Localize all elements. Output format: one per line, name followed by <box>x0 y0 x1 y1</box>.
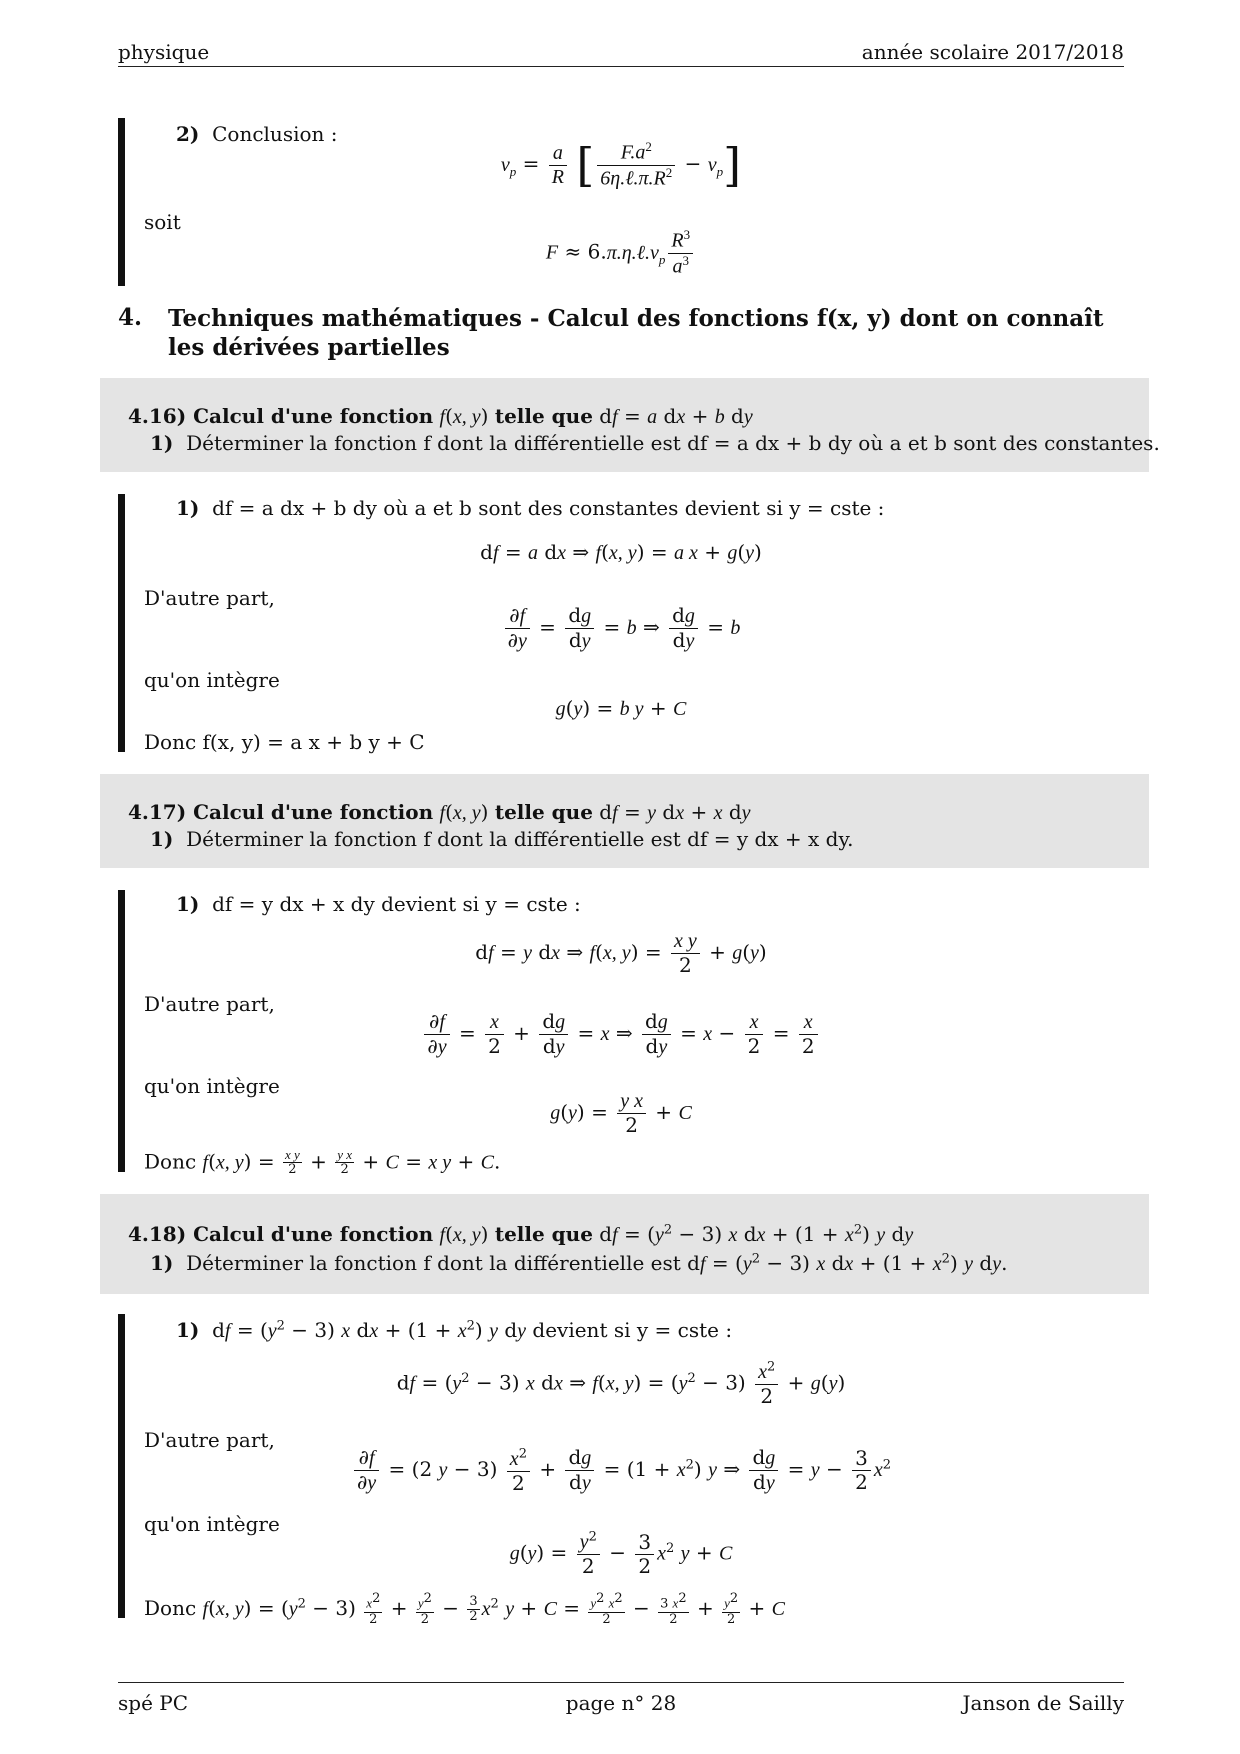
exercise-4-16-question: 1) Déterminer la fonction f dont la différentielle est df = a dx + b dy où a et b sont des constantes. <box>150 431 1160 455</box>
exercise-4-18-question: 1) Déterminer la fonction f dont la différentielle est df = $(y^2 - 3)$ x dx + $(1 + x^2)$ y dy. <box>150 1251 1008 1275</box>
quon-text: qu'on intègre <box>144 1074 280 1098</box>
equation-18-c: g(y) = $\frac{y^2}{2}$ − $\frac{3}{2}$ $x^2$ y + C <box>509 1529 733 1578</box>
answer-4-18-line1: 1) df = $(y^2 - 3)$ x dx + $(1 + x^2)$ y dy devient si y = cste : <box>176 1318 733 1342</box>
answer-4-17-line1: 1) df = y dx + x dy devient si y = cste : <box>176 892 581 916</box>
quon-text: qu'on intègre <box>144 1512 280 1536</box>
soit-text: soit <box>144 210 181 234</box>
equation-16-c: g(y) = b y + C <box>555 696 687 720</box>
donc-16: Donc f(x, y) = a x + b y + C <box>144 730 425 754</box>
exercise-4-17-question: 1) Déterminer la fonction f dont la différentielle est df = y dx + x dy. <box>150 827 854 851</box>
equation-16-b: $\frac{\partial f}{\partial y}$ = $\frac{dg}{dy}$ = b ⇒ $\frac{dg}{dy}$ = b <box>118 604 1124 653</box>
equation-18-b: $\frac{\partial f}{\partial y}$ = (2 y − 3) $\frac{x^2}{2}$ + $\frac{dg}{dy}$ = $(1 + x^2)$ y ⇒ $\frac{dg}{dy}$ = y − $\frac{3}{2}$ $x^2$ <box>118 1446 1124 1495</box>
header-year: année scolaire 2017/2018 <box>861 40 1124 64</box>
conclusion-line: 2) Conclusion : <box>176 122 338 146</box>
donc-18: Donc f(x, $y) = (y^2 - 3)$ $\frac{x^2}{2}$ + $\frac{y^2}{2}$ − $\frac{3}{2}$ $x^2$ y + C = $\frac{y^2 x^2}{2}$ − $\frac{3 x^2}{2}$ + $\frac{y^2}{2}$ + C <box>144 1591 785 1627</box>
header-subject: physique <box>118 40 210 64</box>
exercise-4-18-title: 4.18) Calcul d'une fonction f(x, y) telle que df = $(y^2 - 3)$ x dx + $(1 + x^2)$ y dy <box>128 1222 914 1246</box>
equation-16-a: df = a dx ⇒ f(x, y) = a x + g(y) <box>480 540 762 564</box>
equation-F: $F \approx 6.\pi.\eta.\ell.v_p$ $\frac{R^3}{a^3}$ <box>118 228 1124 278</box>
footer-page: page n° 28 <box>565 1691 677 1715</box>
equation-17-b: $\frac{\partial f}{\partial y}$ = $\frac{x}{2}$ + $\frac{dg}{dy}$ = x ⇒ $\frac{dg}{dy}$ = x − $\frac{x}{2}$ = $\frac{x}{2}$ <box>118 1010 1124 1059</box>
answer-4-16-line1: 1) df = a dx + b dy où a et b sont des constantes devient si y = cste : <box>176 496 885 520</box>
quon-text: qu'on intègre <box>144 668 280 692</box>
exercise-4-16-title: 4.16) Calcul d'une fonction f(x, y) telle que df = a dx + b dy <box>128 404 753 428</box>
equation-17-a: df = y dx ⇒ f(x, y) = $\frac{\text{x y}}{2}$ + g(y) <box>475 930 767 977</box>
dautre-text: D'autre part, <box>144 992 275 1016</box>
donc-17: Donc f(x, y) = $\frac{\text{x y}}{2}$ + $\frac{\text{y x}}{2}$ + C = x y + C. <box>144 1147 501 1178</box>
section-number: 4. <box>118 304 143 331</box>
equation-vp: $v_p$ = $\frac{a}{R}$ [ $\frac{F.a^2}{6\eta.\ell.\pi.R^2}$ − $v_p$] <box>500 138 742 193</box>
page-footer <box>118 1682 1124 1715</box>
dautre-text: D'autre part, <box>144 1428 275 1452</box>
footer-class: spé PC <box>118 1691 189 1715</box>
footer-school: Janson de Sailly <box>962 1691 1124 1715</box>
page-header <box>118 38 1124 67</box>
section-title: Techniques mathématiques - Calcul des fonctions f(x, y) dont on connaît les dérivées partielles <box>168 305 1104 361</box>
exercise-4-17-title: 4.17) Calcul d'une fonction f(x, y) telle que df = y dx + x dy <box>128 800 751 824</box>
dautre-text: D'autre part, <box>144 586 275 610</box>
equation-18-a: df = $(y^2 - 3)$ x dx ⇒ f(x, $y) = (y^2 - 3)$ $\frac{x^2}{2}$ + g(y) <box>396 1359 846 1408</box>
equation-17-c: g(y) = $\frac{\text{y x}}{2}$ + C <box>550 1090 692 1137</box>
